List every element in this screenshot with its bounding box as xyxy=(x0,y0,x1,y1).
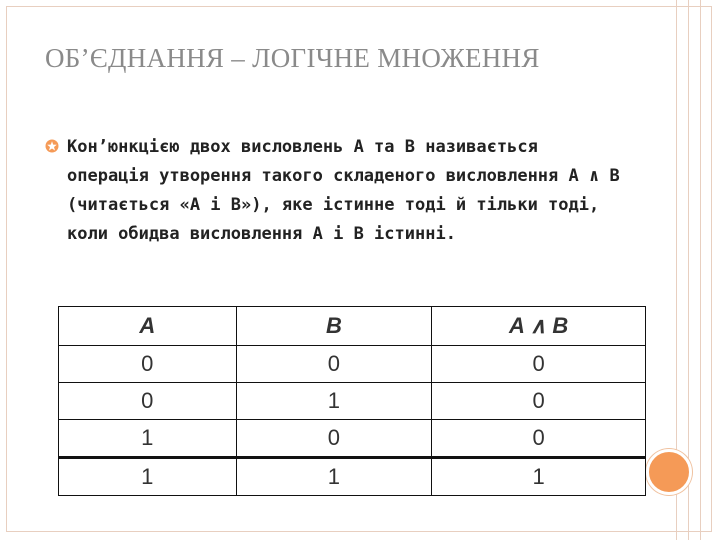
frame-rail-right xyxy=(700,0,701,540)
star-bullet-icon xyxy=(45,139,59,153)
table-header-row xyxy=(59,307,646,346)
table-cell: 0 xyxy=(432,383,646,420)
table-cell: 0 xyxy=(59,383,237,420)
table-row xyxy=(59,458,646,496)
table-cell: 1 xyxy=(236,458,432,496)
slide-title: ОБ’ЄДНАННЯ – ЛОГІЧНЕ МНОЖЕННЯ xyxy=(45,43,540,73)
column-header-b: B xyxy=(236,307,432,346)
column-header-a: A xyxy=(59,307,237,346)
table-cell: 1 xyxy=(59,458,237,496)
definition-text: Кон’юнкцією двох висловлень А та В називається операція утворення такого складеного висловлення А ∧ В (читається «А і В»), яке істинне тоді й тільки тоді, коли обидва висловлення А і В істинні. xyxy=(67,137,620,244)
table-row xyxy=(59,383,646,420)
table-cell: 0 xyxy=(236,420,432,458)
table-cell: 1 xyxy=(59,420,237,458)
table-cell: 1 xyxy=(236,383,432,420)
table-cell: 0 xyxy=(236,346,432,383)
table-cell: 0 xyxy=(432,420,646,458)
column-header-a-and-b: A ∧ B xyxy=(432,307,646,346)
table-cell: 1 xyxy=(432,458,646,496)
table-row xyxy=(59,346,646,383)
truth-table xyxy=(58,306,646,496)
table-cell: 0 xyxy=(432,346,646,383)
table-row xyxy=(59,420,646,458)
orange-circle-icon xyxy=(646,449,692,495)
table-cell: 0 xyxy=(59,346,237,383)
